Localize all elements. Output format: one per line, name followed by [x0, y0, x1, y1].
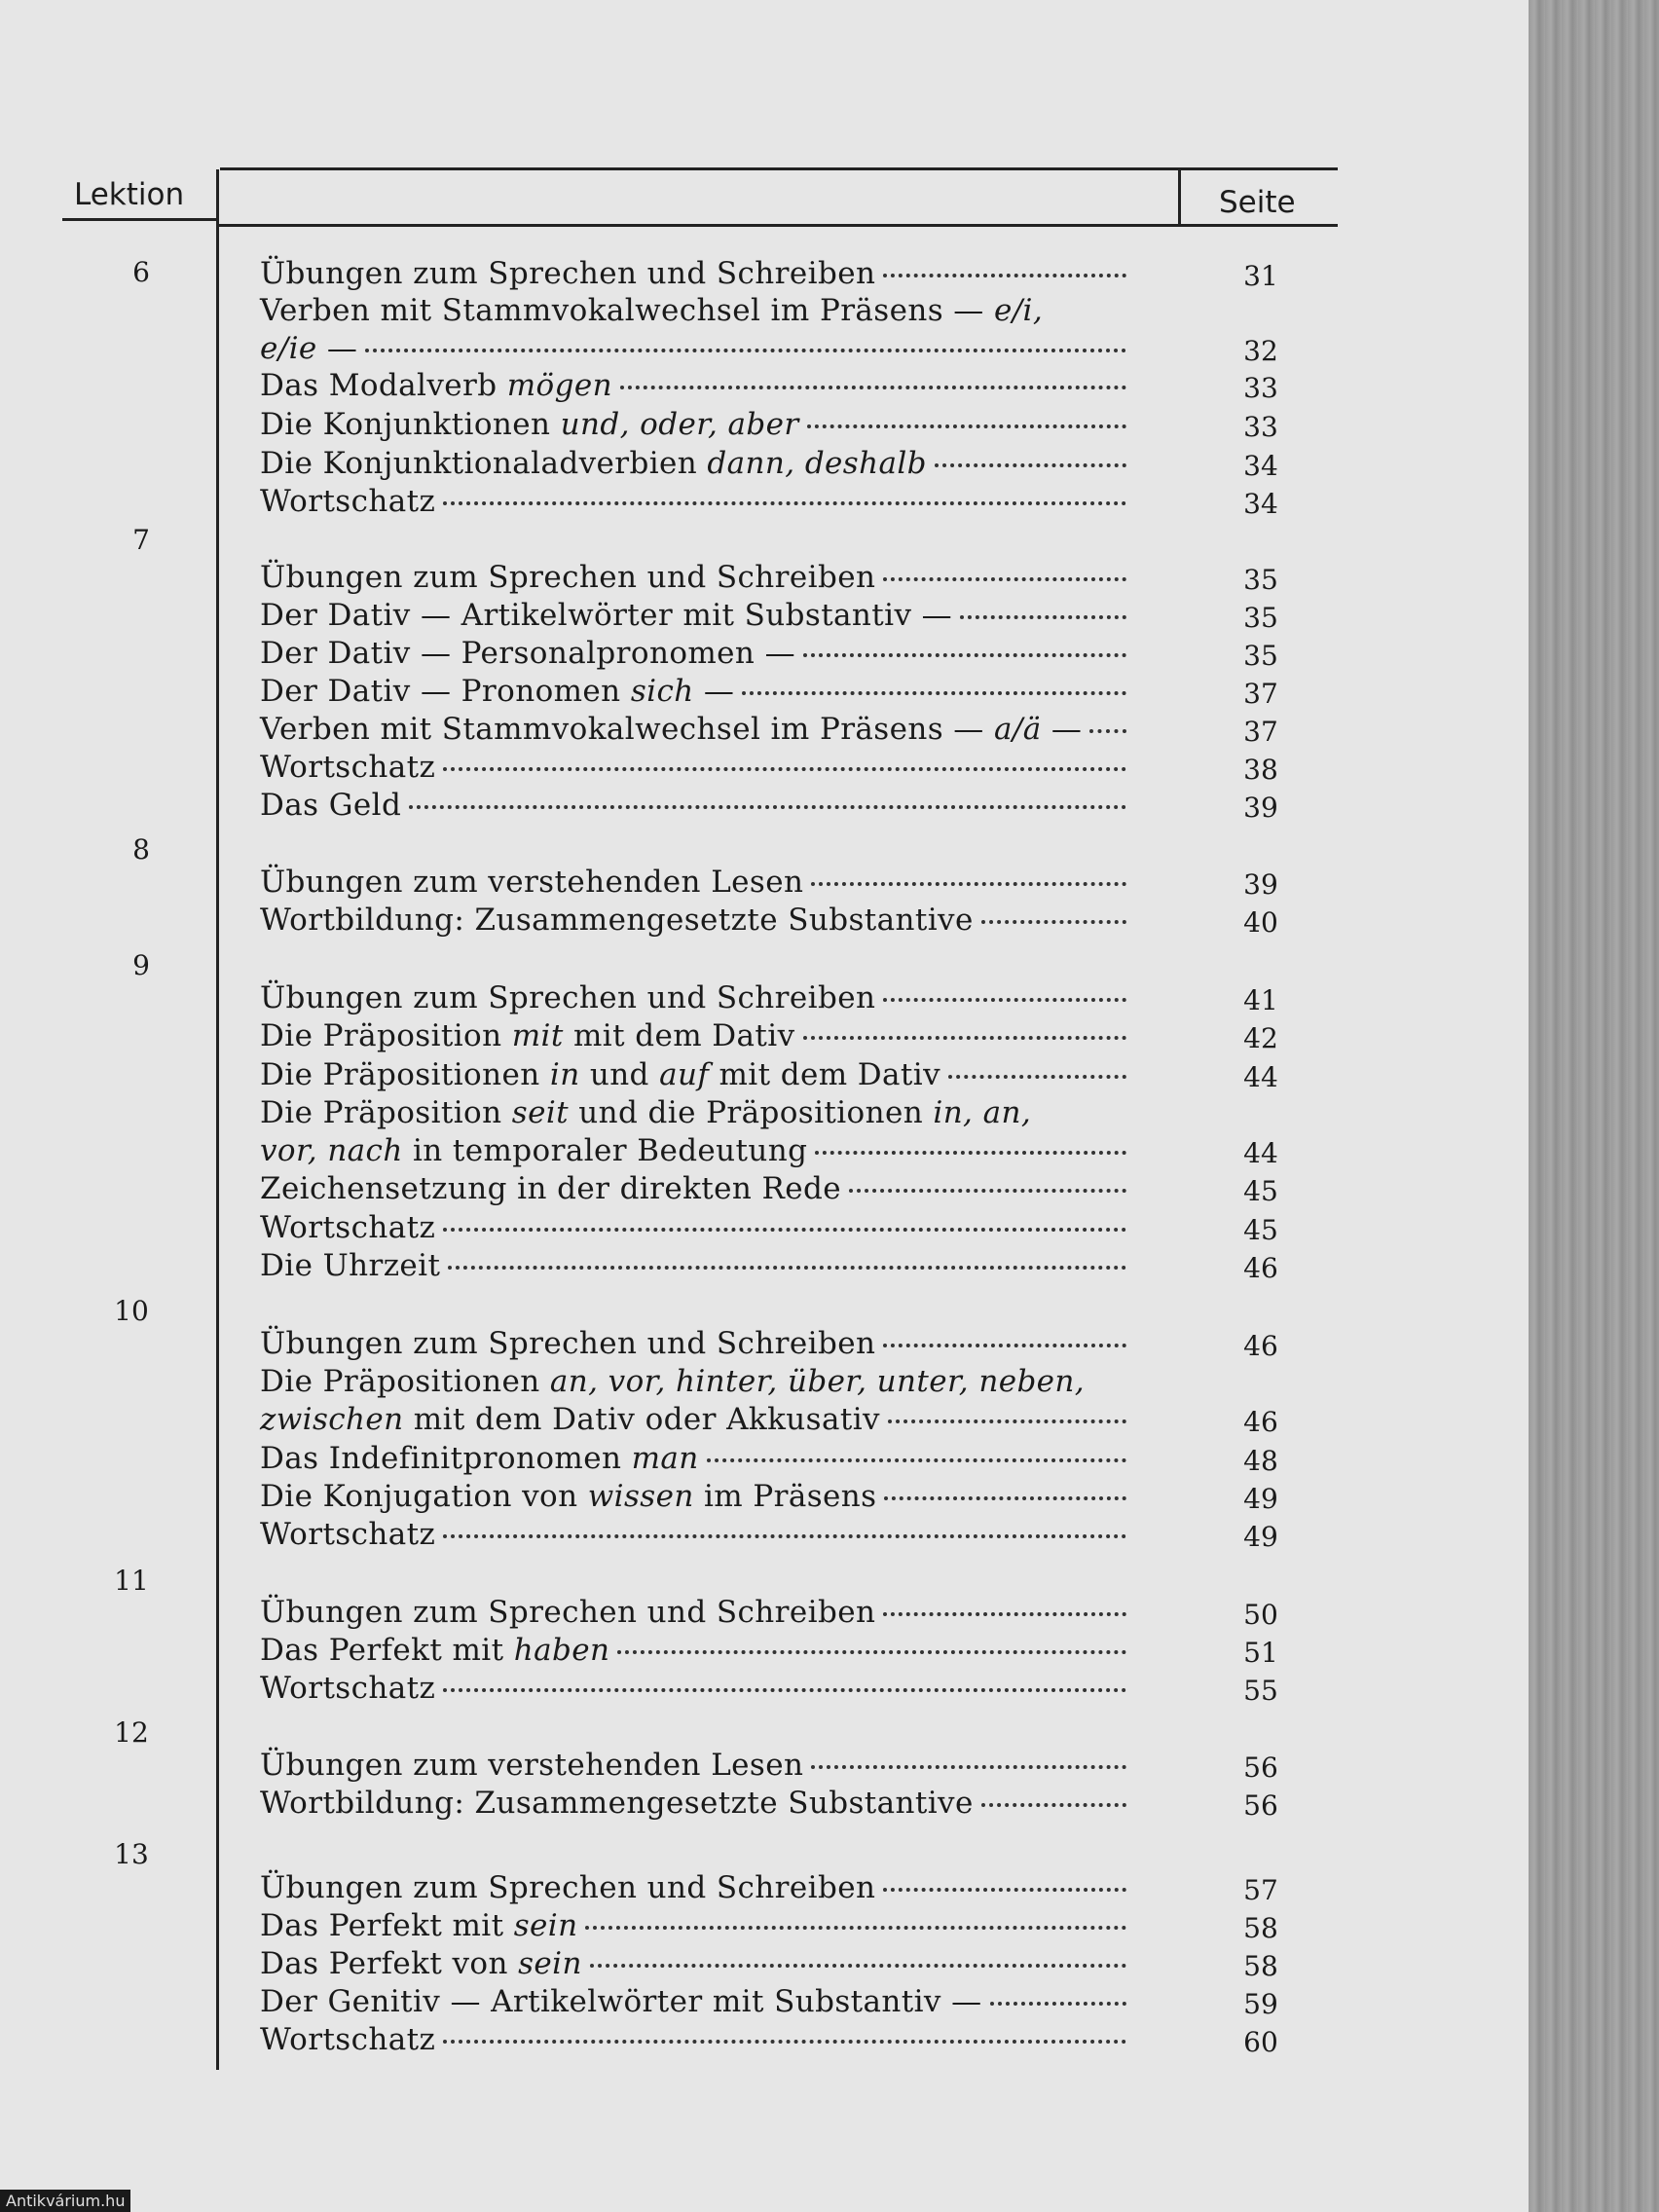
- toc-entry[interactable]: [260, 2022, 1126, 2061]
- toc-entry-title: vor, nach in temporaler Bedeutung: [260, 1133, 808, 1168]
- dot-leader: [990, 2002, 1126, 2006]
- toc-entry-title: Wortschatz: [260, 750, 436, 785]
- toc-entry[interactable]: [260, 1057, 1126, 1096]
- toc-entry-title: Die Konjunktionen und, oder, aber: [260, 407, 799, 442]
- toc-entry-title: Übungen zum Sprechen und Schreiben: [260, 980, 876, 1015]
- toc-entry[interactable]: [260, 407, 1126, 446]
- toc-entry-title: Wortbildung: Zusammengesetzte Substantive: [260, 903, 974, 938]
- lesson-number: 6: [132, 256, 150, 288]
- toc-entry-title: Die Präposition seit und die Präpositionen in, an,: [260, 1095, 1032, 1130]
- toc-entry[interactable]: [260, 1018, 1126, 1057]
- toc-page-number: 41: [1243, 984, 1278, 1016]
- dot-leader: [585, 1926, 1126, 1930]
- toc-page-number: 45: [1243, 1214, 1278, 1246]
- dot-leader: [443, 2040, 1126, 2044]
- toc-page-number: 56: [1243, 1789, 1278, 1822]
- toc-entry[interactable]: [260, 1441, 1126, 1480]
- toc-entry[interactable]: [260, 1402, 1126, 1441]
- dot-leader: [883, 1888, 1126, 1892]
- toc-entry-title: Wortschatz: [260, 1671, 436, 1706]
- lesson-number: 13: [114, 1838, 149, 1870]
- dot-leader: [443, 1534, 1126, 1538]
- toc-page-number: 37: [1243, 716, 1278, 748]
- toc-entry[interactable]: [260, 598, 1126, 637]
- toc-entry[interactable]: [260, 674, 1126, 713]
- dot-leader: [935, 463, 1126, 467]
- toc-page-number: 46: [1243, 1252, 1278, 1284]
- toc-entry-title: Übungen zum verstehenden Lesen: [260, 1748, 804, 1783]
- toc-entry[interactable]: [260, 1248, 1126, 1287]
- toc-page-number: 34: [1243, 488, 1278, 520]
- lesson-number: 7: [132, 524, 150, 556]
- toc-page-number: 44: [1243, 1061, 1278, 1093]
- toc-entry-title: Das Geld: [260, 788, 402, 823]
- toc-entry-title: Wortschatz: [260, 484, 436, 519]
- toc-entry-title: Übungen zum Sprechen und Schreiben: [260, 1870, 876, 1905]
- dot-leader: [960, 615, 1126, 619]
- toc-page-number: 46: [1243, 1406, 1278, 1438]
- toc-entry[interactable]: [260, 865, 1126, 903]
- toc-page-number: 49: [1243, 1521, 1278, 1553]
- lektion-header: Lektion: [74, 177, 185, 212]
- dot-leader: [448, 1266, 1126, 1270]
- seite-header: Seite: [1219, 185, 1296, 220]
- toc-page-number: 55: [1243, 1675, 1278, 1707]
- toc-page-number: 60: [1243, 2026, 1278, 2058]
- page-edge-stack: [1529, 0, 1659, 2212]
- toc-entry[interactable]: [260, 1095, 1126, 1134]
- lesson-number: 8: [132, 833, 150, 866]
- toc-entry-title: Das Modalverb mögen: [260, 368, 612, 403]
- dot-leader: [620, 386, 1126, 389]
- toc-entry-title: e/ie —: [260, 331, 358, 366]
- toc-entry-title: Die Konjunktionaladverbien dann, deshalb: [260, 446, 927, 481]
- dot-leader: [981, 1803, 1126, 1807]
- dot-leader: [443, 1688, 1126, 1692]
- dot-leader: [883, 274, 1126, 277]
- toc-entry-title: Das Perfekt mit haben: [260, 1633, 610, 1668]
- toc-page-number: 33: [1243, 372, 1278, 404]
- toc-entry[interactable]: [260, 788, 1126, 827]
- toc-entry-title: Das Perfekt von sein: [260, 1946, 582, 1981]
- toc-entry-title: Übungen zum verstehenden Lesen: [260, 865, 804, 900]
- dot-leader: [707, 1458, 1126, 1462]
- lesson-number: 11: [114, 1565, 149, 1597]
- toc-page-number: 35: [1243, 640, 1278, 672]
- lesson-number: 12: [114, 1716, 149, 1749]
- toc-entry-title: zwischen mit dem Dativ oder Akkusativ: [260, 1402, 880, 1437]
- toc-entry-title: Verben mit Stammvokalwechsel im Präsens — a/ä —: [260, 712, 1083, 747]
- toc-entry-title: Übungen zum Sprechen und Schreiben: [260, 1326, 876, 1361]
- toc-page-number: 56: [1243, 1751, 1278, 1784]
- toc-entry[interactable]: [260, 1748, 1126, 1787]
- dot-leader: [849, 1189, 1126, 1193]
- toc-entry[interactable]: [260, 1786, 1126, 1825]
- toc-entry[interactable]: [260, 331, 1126, 370]
- toc-entry[interactable]: [260, 293, 1126, 332]
- toc-page-number: 58: [1243, 1912, 1278, 1944]
- dot-leader: [409, 805, 1126, 809]
- toc-entry[interactable]: [260, 1908, 1126, 1947]
- toc-entry-title: Die Konjugation von wissen im Präsens: [260, 1479, 877, 1514]
- dot-leader: [1089, 729, 1126, 733]
- dot-leader: [443, 501, 1126, 505]
- toc-entry[interactable]: [260, 980, 1126, 1019]
- toc-entry[interactable]: [260, 560, 1126, 599]
- toc-entry[interactable]: [260, 750, 1126, 789]
- toc-entry[interactable]: [260, 1517, 1126, 1556]
- dot-leader: [883, 577, 1126, 581]
- toc-entry[interactable]: [260, 1870, 1126, 1909]
- toc-page-number: 58: [1243, 1950, 1278, 1982]
- dot-leader: [365, 349, 1126, 352]
- toc-entry-title: Die Präposition mit mit dem Dativ: [260, 1018, 795, 1053]
- toc-entry-title: Die Uhrzeit: [260, 1248, 441, 1283]
- toc-page-number: 40: [1243, 906, 1278, 939]
- toc-entry-title: Der Dativ — Pronomen sich —: [260, 674, 735, 709]
- toc-page-number: 45: [1243, 1175, 1278, 1207]
- toc-entry[interactable]: [260, 446, 1126, 485]
- toc-entry[interactable]: [260, 1633, 1126, 1672]
- toc-entry[interactable]: [260, 1133, 1126, 1172]
- toc-page-number: 46: [1243, 1330, 1278, 1362]
- toc-entry[interactable]: [260, 1595, 1126, 1634]
- toc-page-number: 51: [1243, 1637, 1278, 1669]
- dot-leader: [811, 882, 1126, 886]
- dot-leader: [807, 424, 1126, 428]
- dot-leader: [981, 920, 1126, 924]
- header-top-rule: [220, 167, 1338, 170]
- header-left-rule: [62, 218, 218, 221]
- toc-page-number: 39: [1243, 868, 1278, 901]
- toc-entry-title: Die Präpositionen in und auf mit dem Dativ: [260, 1057, 940, 1092]
- toc-entry[interactable]: [260, 1326, 1126, 1365]
- toc-entry[interactable]: [260, 1984, 1126, 2023]
- toc-page-number: 34: [1243, 450, 1278, 482]
- column-divider-right: [1178, 169, 1181, 226]
- toc-entry[interactable]: [260, 256, 1126, 295]
- dot-leader: [883, 998, 1126, 1002]
- toc-entry-title: Der Genitiv — Artikelwörter mit Substantiv —: [260, 1984, 982, 2019]
- toc-entry-title: Übungen zum Sprechen und Schreiben: [260, 1595, 876, 1630]
- dot-leader: [443, 767, 1126, 771]
- toc-page-number: 31: [1243, 260, 1278, 292]
- toc-entry-title: Der Dativ — Artikelwörter mit Substantiv —: [260, 598, 953, 633]
- toc-page-number: 42: [1243, 1022, 1278, 1054]
- dot-leader: [888, 1419, 1126, 1423]
- toc-entry-title: Übungen zum Sprechen und Schreiben: [260, 560, 876, 595]
- dot-leader: [742, 691, 1126, 695]
- toc-entry-title: Zeichensetzung in der direkten Rede: [260, 1171, 841, 1206]
- toc-entry-title: Der Dativ — Personalpronomen —: [260, 636, 795, 671]
- toc-page-number: 44: [1243, 1137, 1278, 1169]
- watermark: Antikvárium.hu: [0, 2190, 130, 2212]
- toc-entry[interactable]: [260, 1171, 1126, 1210]
- toc-entry[interactable]: [260, 903, 1126, 941]
- dot-leader: [884, 1496, 1126, 1500]
- toc-entry[interactable]: [260, 712, 1126, 751]
- dot-leader: [590, 1964, 1126, 1968]
- toc-entry-title: Wortbildung: Zusammengesetzte Substantive: [260, 1786, 974, 1821]
- dot-leader: [803, 653, 1126, 657]
- dot-leader: [883, 1612, 1126, 1616]
- toc-entry[interactable]: [260, 484, 1126, 523]
- toc-entry-title: Wortschatz: [260, 2022, 436, 2057]
- toc-entry-title: Die Präpositionen an, vor, hinter, über, unter, neben,: [260, 1364, 1086, 1399]
- toc-entry-title: Wortschatz: [260, 1210, 436, 1245]
- toc-entry-title: Das Perfekt mit sein: [260, 1908, 578, 1943]
- toc-entry[interactable]: [260, 1946, 1126, 1985]
- toc-entry[interactable]: [260, 1364, 1126, 1403]
- toc-entry-title: Verben mit Stammvokalwechsel im Präsens — e/i,: [260, 293, 1044, 328]
- toc-page-number: 48: [1243, 1445, 1278, 1477]
- dot-leader: [815, 1151, 1126, 1155]
- dot-leader: [883, 1344, 1126, 1347]
- dot-leader: [443, 1228, 1126, 1232]
- toc-entry[interactable]: [260, 1479, 1126, 1518]
- toc-page-number: 49: [1243, 1483, 1278, 1515]
- toc-page-number: 37: [1243, 678, 1278, 710]
- header-bottom-rule: [218, 224, 1338, 227]
- toc-page-number: 35: [1243, 602, 1278, 634]
- toc-entry[interactable]: [260, 1671, 1126, 1710]
- dot-leader: [803, 1036, 1126, 1040]
- toc-page-number: 35: [1243, 564, 1278, 596]
- dot-leader: [617, 1650, 1126, 1654]
- column-divider-left: [216, 169, 219, 2070]
- toc-entry[interactable]: [260, 636, 1126, 675]
- toc-page-number: 57: [1243, 1874, 1278, 1906]
- dot-leader: [811, 1765, 1126, 1769]
- toc-entry[interactable]: [260, 1210, 1126, 1249]
- toc-page-number: 38: [1243, 754, 1278, 786]
- toc-page-number: 59: [1243, 1988, 1278, 2020]
- toc-page-number: 39: [1243, 792, 1278, 824]
- toc-entry-title: Übungen zum Sprechen und Schreiben: [260, 256, 876, 291]
- toc-entry-title: Das Indefinitpronomen man: [260, 1441, 699, 1476]
- toc-page-number: 50: [1243, 1599, 1278, 1631]
- toc-page-number: 32: [1243, 335, 1278, 367]
- dot-leader: [948, 1075, 1126, 1079]
- lesson-number: 10: [114, 1295, 149, 1327]
- toc-entry-title: Wortschatz: [260, 1517, 436, 1552]
- toc-entry[interactable]: [260, 368, 1126, 407]
- toc-page-number: 33: [1243, 411, 1278, 443]
- lesson-number: 9: [132, 949, 150, 981]
